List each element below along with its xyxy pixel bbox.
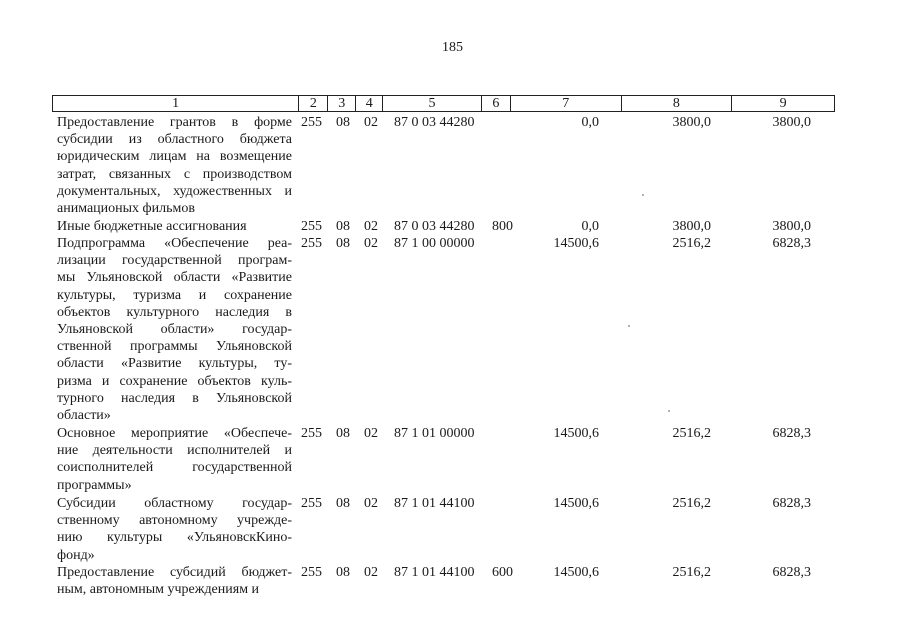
cell-c7: 0,0 bbox=[581, 115, 599, 130]
row-name-line: юридическим лицам на возмещение bbox=[57, 149, 292, 165]
cell-c7: 14500,6 bbox=[553, 236, 599, 251]
scan-speck bbox=[628, 325, 630, 327]
header-col-7: 7 bbox=[510, 96, 621, 111]
cell-c4: 02 bbox=[364, 426, 378, 441]
row-name-line: мы Ульяновской области «Развитие bbox=[57, 270, 292, 286]
cell-c5: 87 1 01 00000 bbox=[394, 426, 475, 441]
row-name-line: объектов культурного наследия в bbox=[57, 304, 292, 320]
cell-c5: 87 1 01 44100 bbox=[394, 565, 475, 580]
row-name-line: Подпрограмма «Обеспечение реа- bbox=[57, 236, 292, 251]
header-col-9: 9 bbox=[731, 96, 834, 111]
cell-c7: 14500,6 bbox=[553, 565, 599, 580]
cell-c4: 02 bbox=[364, 236, 378, 251]
row-name bbox=[57, 495, 292, 564]
cell-c8: 2516,2 bbox=[672, 496, 711, 511]
row-name bbox=[57, 218, 292, 235]
row-name-line: ние деятельности исполнителей и bbox=[57, 443, 292, 459]
row-name-line: Предоставление грантов в форме bbox=[57, 115, 292, 130]
cell-c9: 6828,3 bbox=[772, 496, 811, 511]
row-name-line: ризма и сохранение объектов куль- bbox=[57, 373, 292, 389]
row-name-line: турного наследия в Ульяновской bbox=[57, 390, 292, 406]
cell-c8: 2516,2 bbox=[672, 426, 711, 441]
row-name-line: затрат, связанных с производством bbox=[57, 166, 292, 182]
cell-c3: 08 bbox=[336, 219, 350, 234]
scan-speck bbox=[642, 194, 644, 196]
row-name-line: культуры, туризма и сохранение bbox=[57, 287, 292, 303]
row-name bbox=[57, 425, 292, 494]
cell-c4: 02 bbox=[364, 565, 378, 580]
cell-c9: 6828,3 bbox=[772, 426, 811, 441]
row-name-line: анимационых фильмов bbox=[57, 201, 195, 217]
page-number: 185 bbox=[442, 40, 463, 55]
cell-c3: 08 bbox=[336, 496, 350, 511]
cell-c9: 6828,3 bbox=[772, 236, 811, 251]
cell-c8: 3800,0 bbox=[672, 219, 711, 234]
cell-c7: 0,0 bbox=[581, 219, 599, 234]
header-col-6: 6 bbox=[481, 96, 510, 111]
cell-c8: 3800,0 bbox=[672, 115, 711, 130]
cell-c9: 3800,0 bbox=[772, 219, 811, 234]
header-col-2: 2 bbox=[298, 96, 327, 111]
row-name-line: лизации государственной програм- bbox=[57, 253, 292, 269]
header-col-1: 1 bbox=[172, 96, 180, 111]
cell-c3: 08 bbox=[336, 426, 350, 441]
cell-c9: 6828,3 bbox=[772, 565, 811, 580]
cell-c2: 255 bbox=[301, 426, 322, 441]
row-name-line: соисполнителей государственной bbox=[57, 460, 292, 476]
row-name-line: Иные бюджетные ассигнования bbox=[57, 219, 247, 234]
cell-c3: 08 bbox=[336, 115, 350, 130]
cell-c4: 02 bbox=[364, 115, 378, 130]
row-name bbox=[57, 114, 292, 217]
row-name-line: области» bbox=[57, 408, 111, 424]
row-name-line: области «Развитие культуры, ту- bbox=[57, 356, 292, 372]
cell-c6: 800 bbox=[492, 219, 513, 234]
cell-c2: 255 bbox=[301, 236, 322, 251]
cell-c7: 14500,6 bbox=[553, 496, 599, 511]
row-name-line: документальных, художественных и bbox=[57, 183, 292, 199]
row-name-line: программы» bbox=[57, 477, 132, 493]
row-name-line: фонд» bbox=[57, 547, 95, 563]
row-name-line: нию культуры «УльяновскКино- bbox=[57, 530, 292, 546]
header-col-8: 8 bbox=[621, 96, 732, 111]
header-col-3: 3 bbox=[327, 96, 355, 111]
cell-c2: 255 bbox=[301, 219, 322, 234]
cell-c4: 02 bbox=[364, 219, 378, 234]
cell-c2: 255 bbox=[301, 565, 322, 580]
cell-c4: 02 bbox=[364, 496, 378, 511]
header-col-5: 5 bbox=[382, 96, 481, 111]
cell-c8: 2516,2 bbox=[672, 565, 711, 580]
cell-c5: 87 0 03 44280 bbox=[394, 115, 475, 130]
row-name-line: субсидии из областного бюджета bbox=[57, 132, 292, 148]
row-name-line: Субсидии областному государ- bbox=[57, 496, 292, 511]
row-name-line: ным, автономным учреждениям и bbox=[57, 582, 260, 598]
cell-c2: 255 bbox=[301, 115, 322, 130]
row-name-line: Основное мероприятие «Обеспече- bbox=[57, 426, 292, 441]
row-name-line: Предоставление субсидий бюджет- bbox=[57, 565, 292, 580]
scan-speck bbox=[668, 410, 670, 412]
cell-c2: 255 bbox=[301, 496, 322, 511]
cell-c3: 08 bbox=[336, 565, 350, 580]
cell-c5: 87 1 01 44100 bbox=[394, 496, 475, 511]
cell-c9: 3800,0 bbox=[772, 115, 811, 130]
cell-c5: 87 1 00 00000 bbox=[394, 236, 475, 251]
cell-c3: 08 bbox=[336, 236, 350, 251]
cell-c5: 87 0 03 44280 bbox=[394, 219, 475, 234]
table-header bbox=[52, 95, 835, 112]
cell-c8: 2516,2 bbox=[672, 236, 711, 251]
cell-c6: 600 bbox=[492, 565, 513, 580]
row-name bbox=[57, 235, 292, 424]
header-col-4: 4 bbox=[355, 96, 382, 111]
row-name-line: ственному автономному учрежде- bbox=[57, 513, 292, 529]
row-name bbox=[57, 564, 292, 598]
row-name-line: ственной программы Ульяновской bbox=[57, 339, 292, 355]
row-name-line: Ульяновской области» государ- bbox=[57, 322, 292, 338]
cell-c7: 14500,6 bbox=[553, 426, 599, 441]
